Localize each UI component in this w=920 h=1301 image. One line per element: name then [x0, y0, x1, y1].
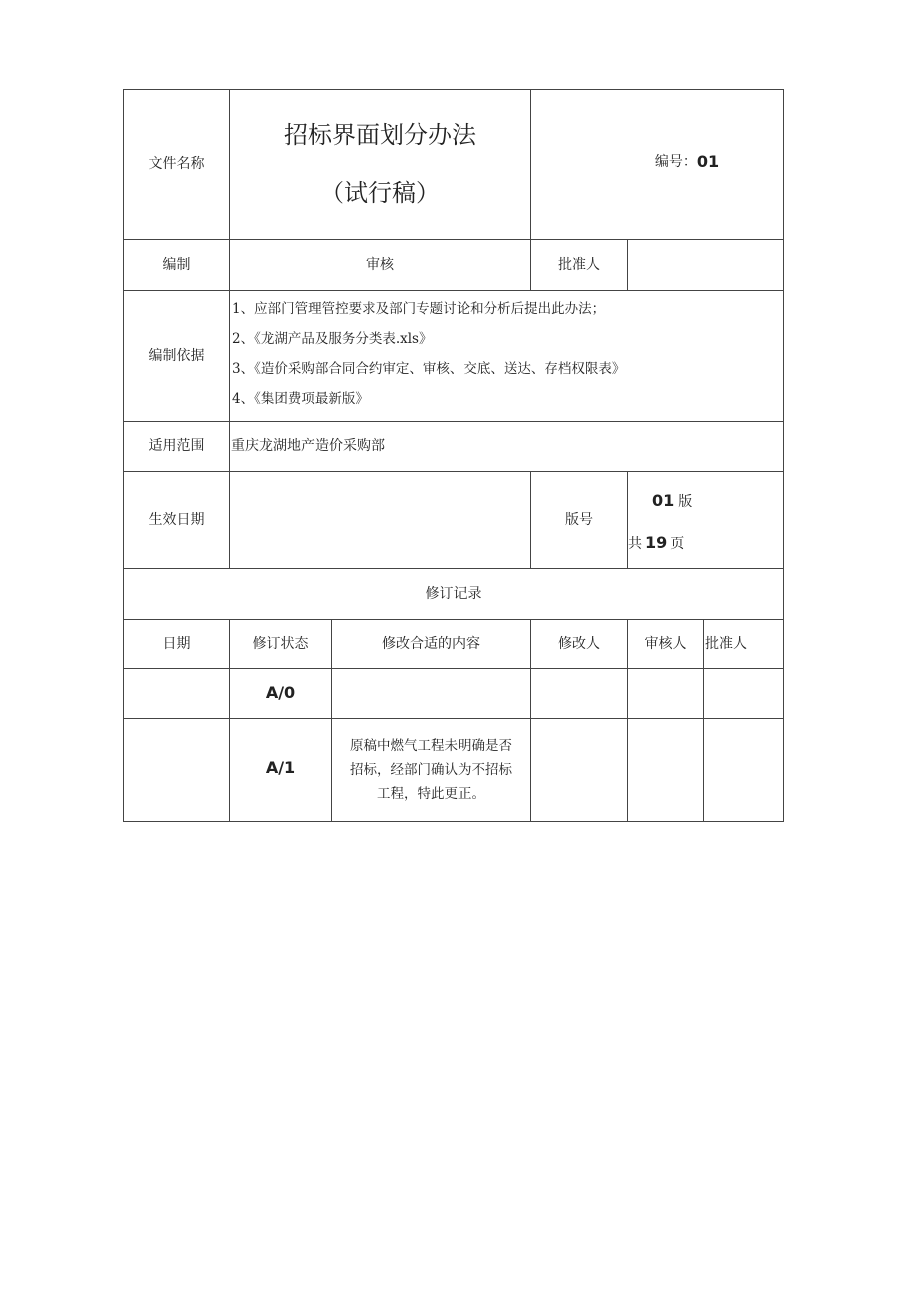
column-header-status: 修订状态 — [229, 619, 332, 669]
compile-label: 编制 — [123, 239, 230, 291]
title-line-2: （试行稿） — [320, 179, 440, 208]
content-line: 工程，特此更正。 — [377, 786, 485, 802]
table-row-approver — [703, 668, 784, 719]
column-header-content: 修改合适的内容 — [331, 619, 531, 669]
approver-value — [627, 239, 784, 291]
basis-item: 2、《龙湖产品及服务分类表.xls》 — [232, 331, 433, 348]
table-row-reviewer — [627, 668, 704, 719]
file-name-label: 文件名称 — [123, 89, 230, 240]
content-line: 招标，经部门确认为不招标 — [350, 762, 512, 778]
table-row-modifier — [530, 718, 628, 822]
approver-label: 批准人 — [530, 239, 628, 291]
table-row-content — [331, 668, 531, 719]
basis-item: 3、《造价采购部合同合约审定、审核、交底、送达、存档权限表》 — [232, 361, 626, 378]
basis-label: 编制依据 — [123, 290, 230, 422]
table-row-status: A/0 — [229, 668, 332, 719]
column-header-approver: 批准人 — [703, 619, 784, 669]
version-label: 版号 — [530, 471, 628, 569]
table-row-reviewer — [627, 718, 704, 822]
number-value: 01 — [696, 152, 720, 172]
basis-item: 1、应部门管理管控要求及部门专题讨论和分析后提出此办法； — [232, 301, 606, 318]
document-number — [530, 89, 784, 240]
table-row-date — [123, 718, 230, 822]
title-line-1: 招标界面划分办法 — [284, 120, 476, 149]
version-info — [627, 471, 784, 569]
total-pages: 共 19 页 — [628, 532, 685, 552]
table-row-status: A/1 — [229, 718, 332, 822]
version-number: 01 版 — [652, 490, 693, 510]
effective-date-value — [229, 471, 531, 569]
scope-value: 重庆龙湖地产造价采购部 — [229, 421, 784, 472]
effective-date-label: 生效日期 — [123, 471, 230, 569]
basis-list — [229, 290, 784, 422]
table-row-approver — [703, 718, 784, 822]
table-row-date — [123, 668, 230, 719]
basis-item: 4、《集团费项最新版》 — [232, 391, 369, 408]
table-row-content — [331, 718, 531, 822]
column-header-reviewer: 审核人 — [627, 619, 704, 669]
review-label: 审核 — [229, 239, 531, 291]
table-row-modifier — [530, 668, 628, 719]
column-header-date: 日期 — [123, 619, 230, 669]
content-line: 原稿中燃气工程未明确是否 — [350, 738, 512, 754]
number-label: 编号： — [654, 154, 697, 171]
scope-label: 适用范围 — [123, 421, 230, 472]
document-title — [229, 89, 531, 240]
revision-record-header: 修订记录 — [123, 568, 784, 620]
column-header-modifier: 修改人 — [530, 619, 628, 669]
